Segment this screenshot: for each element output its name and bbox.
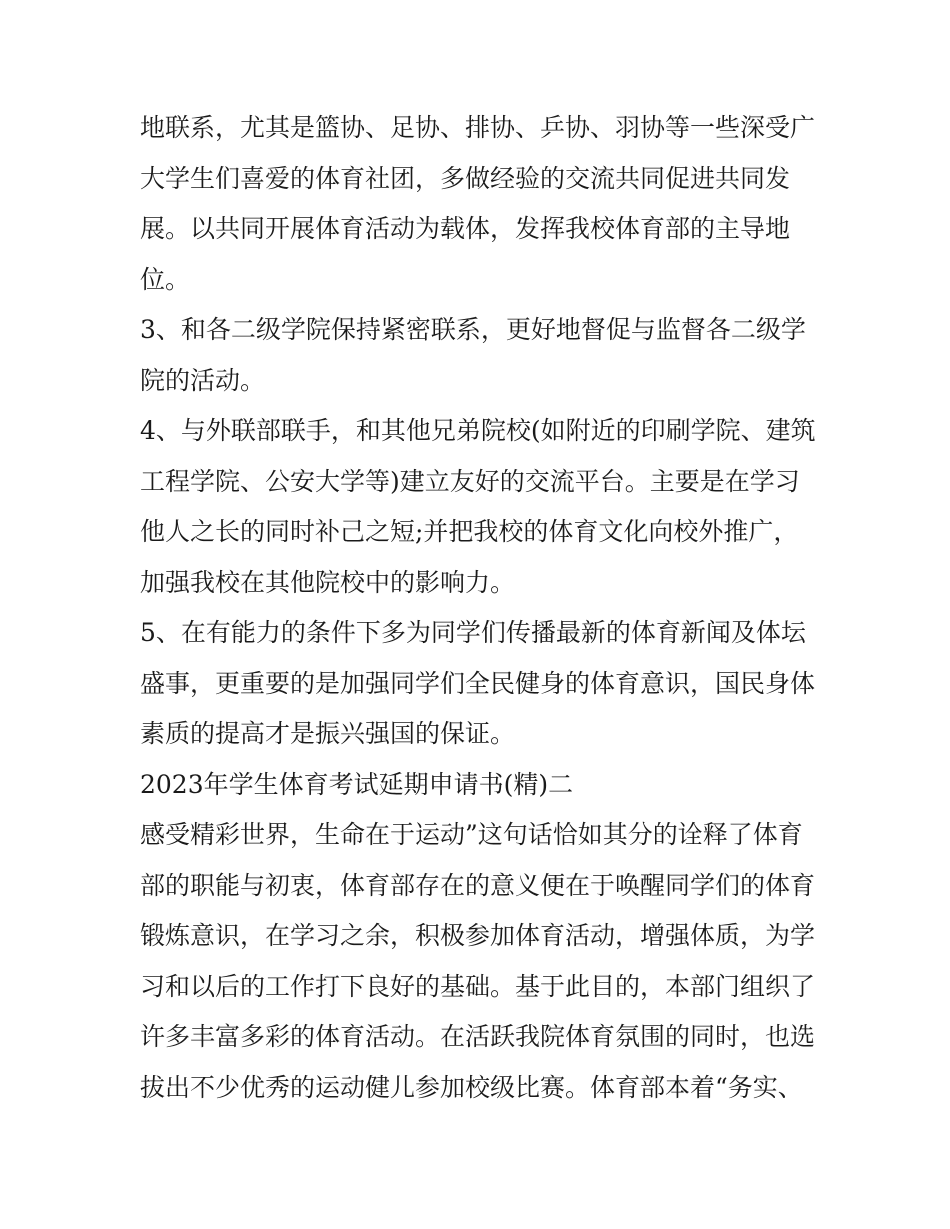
text-line: 拔出不少优秀的运动健儿参加校级比赛。体育部本着“务实、	[140, 1072, 803, 1102]
text-line: 院的活动。	[140, 365, 266, 395]
text-line: 地联系，尤其是篮协、足协、排协、乒协、羽协等一些深受广	[140, 113, 816, 142]
text-line: 许多丰富多彩的体育活动。在活跃我院体育氛围的同时，也选	[140, 1022, 816, 1051]
text-line: 3、和各二级学院保持紧密联系，更好地督促与监督各二级学	[140, 315, 806, 344]
document-body	[140, 103, 820, 1113]
text-line: 盛事，更重要的是加强同学们全民健身的体育意识，国民身体	[140, 668, 816, 698]
text-line: 加强我校在其他院校中的影响力。	[140, 567, 516, 597]
text-line: 他人之长的同时补己之短;并把我校的体育文化向校外推广，	[140, 517, 799, 546]
text-line: 习和以后的工作打下良好的基础。基于此目的，本部门组织了	[140, 971, 816, 1001]
text-line: 展。以共同开展体育活动为载体，发挥我校体育部的主导地	[140, 214, 791, 243]
text-line: 位。	[140, 264, 191, 294]
text-line: 5、在有能力的条件下多为同学们传播最新的体育新闻及体坛	[140, 618, 806, 647]
text-line: 锻炼意识，在学习之余，积极参加体育活动，增强体质，为学	[140, 921, 816, 950]
text-line: 4、与外联部联手，和其他兄弟院校(如附近的印刷学院、建筑	[140, 416, 816, 445]
text-line: 工程学院、公安大学等)建立友好的交流平台。主要是在学习	[140, 466, 800, 496]
text-line: 感受精彩世界，生命在于运动”这句话恰如其分的诠释了体育	[140, 820, 803, 849]
text-line: 部的职能与初衷，体育部存在的意义便在于唤醒同学们的体育	[140, 870, 816, 900]
section-heading: 2023年学生体育考试延期申请书(精)二	[140, 769, 574, 799]
text-line: 素质的提高才是振兴强国的保证。	[140, 719, 516, 748]
text-line: 大学生们喜爱的体育社团，多做经验的交流共同促进共同发	[140, 163, 791, 193]
